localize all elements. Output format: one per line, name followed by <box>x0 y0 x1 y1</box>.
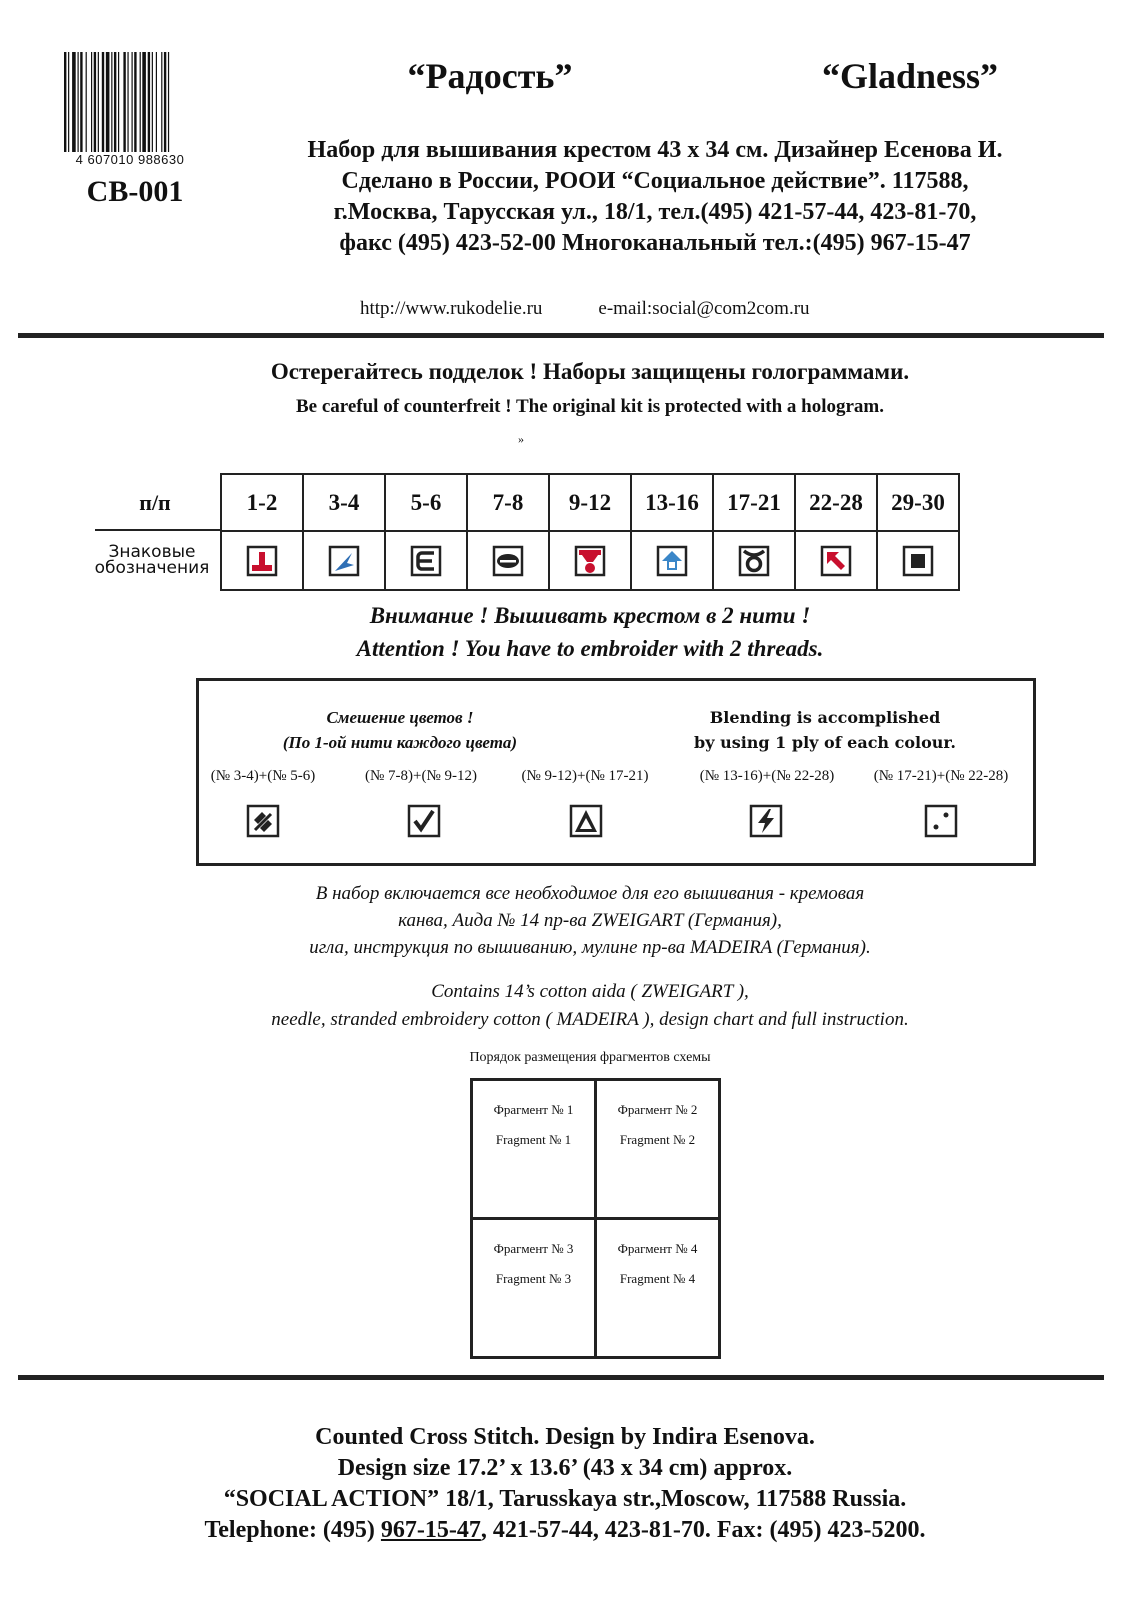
barcode-digits: 4 607010 988630 <box>75 152 185 167</box>
fragment-en: Fragment № 3 <box>495 1271 572 1286</box>
range-cell: 22-28 <box>795 474 877 531</box>
taurus-icon <box>738 545 770 577</box>
blend-combo: (№ 3-4)+(№ 5-6) <box>210 768 316 784</box>
kit-info-line: факс (495) 423-52-00 Многоканальный тел.:(495) 967-15-47 <box>339 230 971 256</box>
kit-info-line: г.Москва, Тарусская ул., 18/1, тел.(495) 421-57-44, 423-81-70, <box>333 199 977 225</box>
footer-line <box>150 1515 980 1546</box>
footer-phone-prefix: Telephone: (495) <box>204 1517 381 1543</box>
fragment-cell <box>472 1219 596 1358</box>
range-cell: 1-2 <box>221 474 303 531</box>
symbol-label <box>92 544 212 576</box>
warning-ru: Остерегайтесь подделок ! Наборы защищены голограммами. <box>270 359 910 384</box>
blending-ru <box>230 705 570 755</box>
row-label: п/п <box>139 490 171 515</box>
small-mark: » <box>518 432 524 446</box>
table-row <box>221 474 959 531</box>
house-arrow-icon <box>656 545 688 577</box>
symbol-cell <box>631 531 713 590</box>
fragment-ru: Фрагмент № 3 <box>493 1241 574 1256</box>
article-number: CB-001 <box>86 175 184 208</box>
includes-en-line: needle, stranded embroidery cotton ( MADEIRA ), design chart and full instruction. <box>271 1009 909 1030</box>
symbol-cell <box>467 531 549 590</box>
blending-en <box>660 705 990 755</box>
t-block-icon <box>246 545 278 577</box>
symbol-cell <box>385 531 467 590</box>
fragments-grid <box>470 1078 721 1359</box>
email-link[interactable]: e-mail:social@com2com.ru <box>598 298 810 319</box>
kit-info-line: Набор для вышивания крестом 43 х 34 см. Дизайнер Есенова И. <box>307 137 1003 163</box>
footer-phone-underlined: 967-15-47 <box>380 1517 481 1543</box>
epsilon-icon <box>410 545 442 577</box>
range-cell: 5-6 <box>385 474 467 531</box>
includes-en-line: Contains 14’s cotton aida ( ZWEIGART ), <box>431 981 749 1002</box>
divider-top <box>18 333 1104 338</box>
range-cell: 9-12 <box>549 474 631 531</box>
footer-line: Counted Cross Stitch. Design by Indira Esenova. <box>315 1424 815 1450</box>
fragment-ru: Фрагмент № 2 <box>617 1102 698 1117</box>
range-cell: 7-8 <box>467 474 549 531</box>
filled-square-icon <box>902 545 934 577</box>
range-cell: 13-16 <box>631 474 713 531</box>
diagonal-arrow-icon <box>820 545 852 577</box>
footer-line: “SOCIAL ACTION” 18/1, Tarusskaya str.,Moscow, 117588 Russia. <box>223 1486 907 1512</box>
symbol-cell <box>795 531 877 590</box>
symbol-cell <box>303 531 385 590</box>
range-cell: 29-30 <box>877 474 959 531</box>
footer-line: Design size 17.2’ x 13.6’ (43 x 34 cm) approx. <box>337 1455 793 1481</box>
title-en: “Gladness” <box>821 56 999 96</box>
blend-combo: (№ 13-16)+(№ 22-28) <box>699 768 835 784</box>
symbol-label-line: обозначения <box>94 558 210 578</box>
blending-en-line: by using 1 ply of each colour. <box>694 733 956 752</box>
fragment-cell <box>596 1219 720 1358</box>
footer-phone-suffix: , 421-57-44, 423-81-70. Fax: (495) 423-5200. <box>480 1517 926 1543</box>
blend-combo: (№ 7-8)+(№ 9-12) <box>364 768 478 784</box>
fragment-en: Fragment № 2 <box>619 1132 696 1147</box>
includes-ru <box>200 880 980 961</box>
table-row <box>221 531 959 590</box>
blend-combo: (№ 17-21)+(№ 22-28) <box>873 768 1009 784</box>
includes-ru-line: канва, Аида № 14 пр-ва ZWEIGART (Германия), <box>398 910 782 931</box>
fragment-cell <box>596 1080 720 1219</box>
fragment-cell <box>472 1080 596 1219</box>
warning-en: Be careful of counterfreit ! The original kit is protected with a hologram. <box>295 396 885 417</box>
attention-ru: Внимание ! Вышивать крестом в 2 нити ! <box>369 603 811 628</box>
title-ru: “Радость” <box>407 56 573 96</box>
barcode <box>64 52 206 152</box>
fragment-en: Fragment № 4 <box>619 1271 696 1286</box>
includes-ru-line: игла, инструкция по вышиванию, мулине пр-ва MADEIRA (Германия). <box>309 937 871 958</box>
range-cell: 17-21 <box>713 474 795 531</box>
table-row <box>472 1219 720 1358</box>
blending-ru-line: (По 1-ой нити каждого цвета) <box>282 733 518 752</box>
slash-square-icon <box>246 804 280 838</box>
includes-en <box>200 978 980 1034</box>
blending-en-line: Blending is accomplished <box>709 708 941 727</box>
symbol-table <box>220 473 960 591</box>
website-link[interactable]: http://www.rukodelie.ru <box>360 298 543 319</box>
lips-icon <box>492 545 524 577</box>
check-square-icon <box>407 804 441 838</box>
label-divider <box>95 529 221 531</box>
fragment-ru: Фрагмент № 4 <box>617 1241 698 1256</box>
symbol-label-line: Знаковые <box>108 542 196 562</box>
table-row <box>472 1080 720 1219</box>
bolt-square-icon <box>749 804 783 838</box>
divider-bottom <box>18 1375 1104 1380</box>
footer <box>150 1422 980 1546</box>
contact-links <box>360 298 920 320</box>
symbol-cell <box>877 531 959 590</box>
kit-info-line: Сделано в России, РООИ “Социальное действие”. 117588, <box>341 168 969 194</box>
blending-ru-line: Смешение цветов ! <box>326 708 474 727</box>
pennant-icon <box>328 545 360 577</box>
includes-ru-line: В набор включается все необходимое для его вышивания - кремовая <box>315 883 865 904</box>
attention-en: Attention ! You have to embroider with 2 threads. <box>356 636 824 661</box>
dots-square-icon <box>924 804 958 838</box>
fragments-title: Порядок размещения фрагментов схемы <box>469 1050 711 1065</box>
symbol-cell <box>713 531 795 590</box>
fragment-en: Fragment № 1 <box>495 1132 572 1147</box>
goblet-icon <box>574 545 606 577</box>
symbol-cell <box>549 531 631 590</box>
kit-info <box>255 135 1055 259</box>
blend-combo: (№ 9-12)+(№ 17-21) <box>521 768 649 784</box>
fragment-ru: Фрагмент № 1 <box>493 1102 574 1117</box>
symbol-cell <box>221 531 303 590</box>
triangle-square-icon <box>569 804 603 838</box>
range-cell: 3-4 <box>303 474 385 531</box>
